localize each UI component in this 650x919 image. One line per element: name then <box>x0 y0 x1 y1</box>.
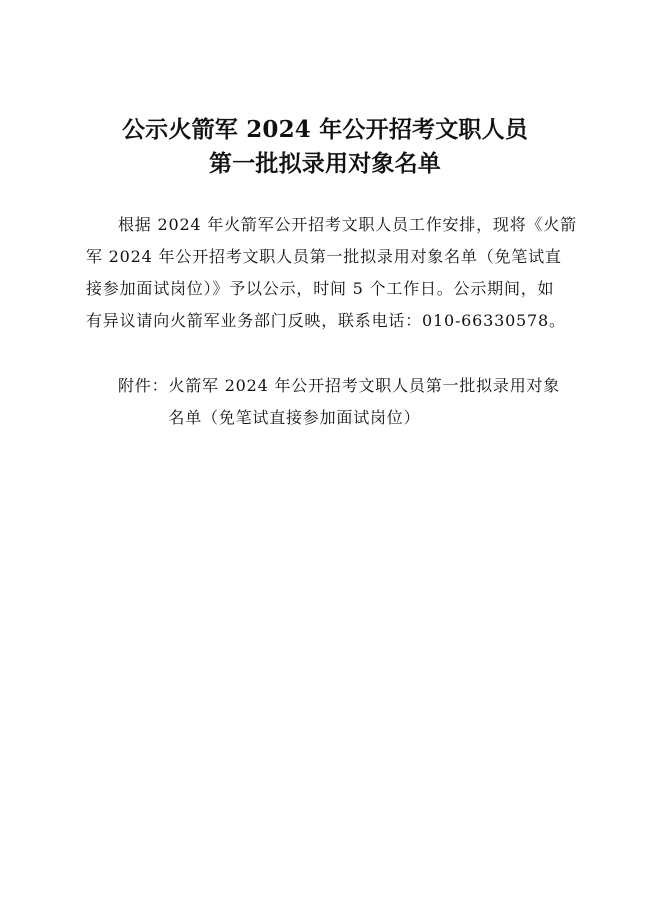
attachment-line-2: 名单（免笔试直接参加面试岗位） <box>168 408 421 427</box>
title-line-1: 公示火箭军 2024 年公开招考文职人员 <box>121 116 529 143</box>
paragraph-line-2: 军 2024 年公开招考文职人员第一批拟录用对象名单（免笔试直 <box>86 247 562 266</box>
attachment-section <box>118 370 578 434</box>
document-title <box>0 113 650 181</box>
paragraph-line-4: 有异议请向火箭军业务部门反映，联系电话：010-66330578。 <box>86 311 566 330</box>
notice-paragraph <box>86 209 577 337</box>
title-line-2: 第一批拟录用对象名单 <box>209 150 441 177</box>
attachment-label: 附件： <box>118 376 169 395</box>
attachment-content <box>168 370 560 434</box>
paragraph-line-1: 根据 2024 年火箭军公开招考文职人员工作安排，现将《火箭 <box>118 215 577 234</box>
attachment-line-1: 火箭军 2024 年公开招考文职人员第一批拟录用对象 <box>168 376 561 395</box>
paragraph-line-3: 接参加面试岗位）》予以公示，时间 5 个工作日。公示期间，如 <box>86 279 555 298</box>
